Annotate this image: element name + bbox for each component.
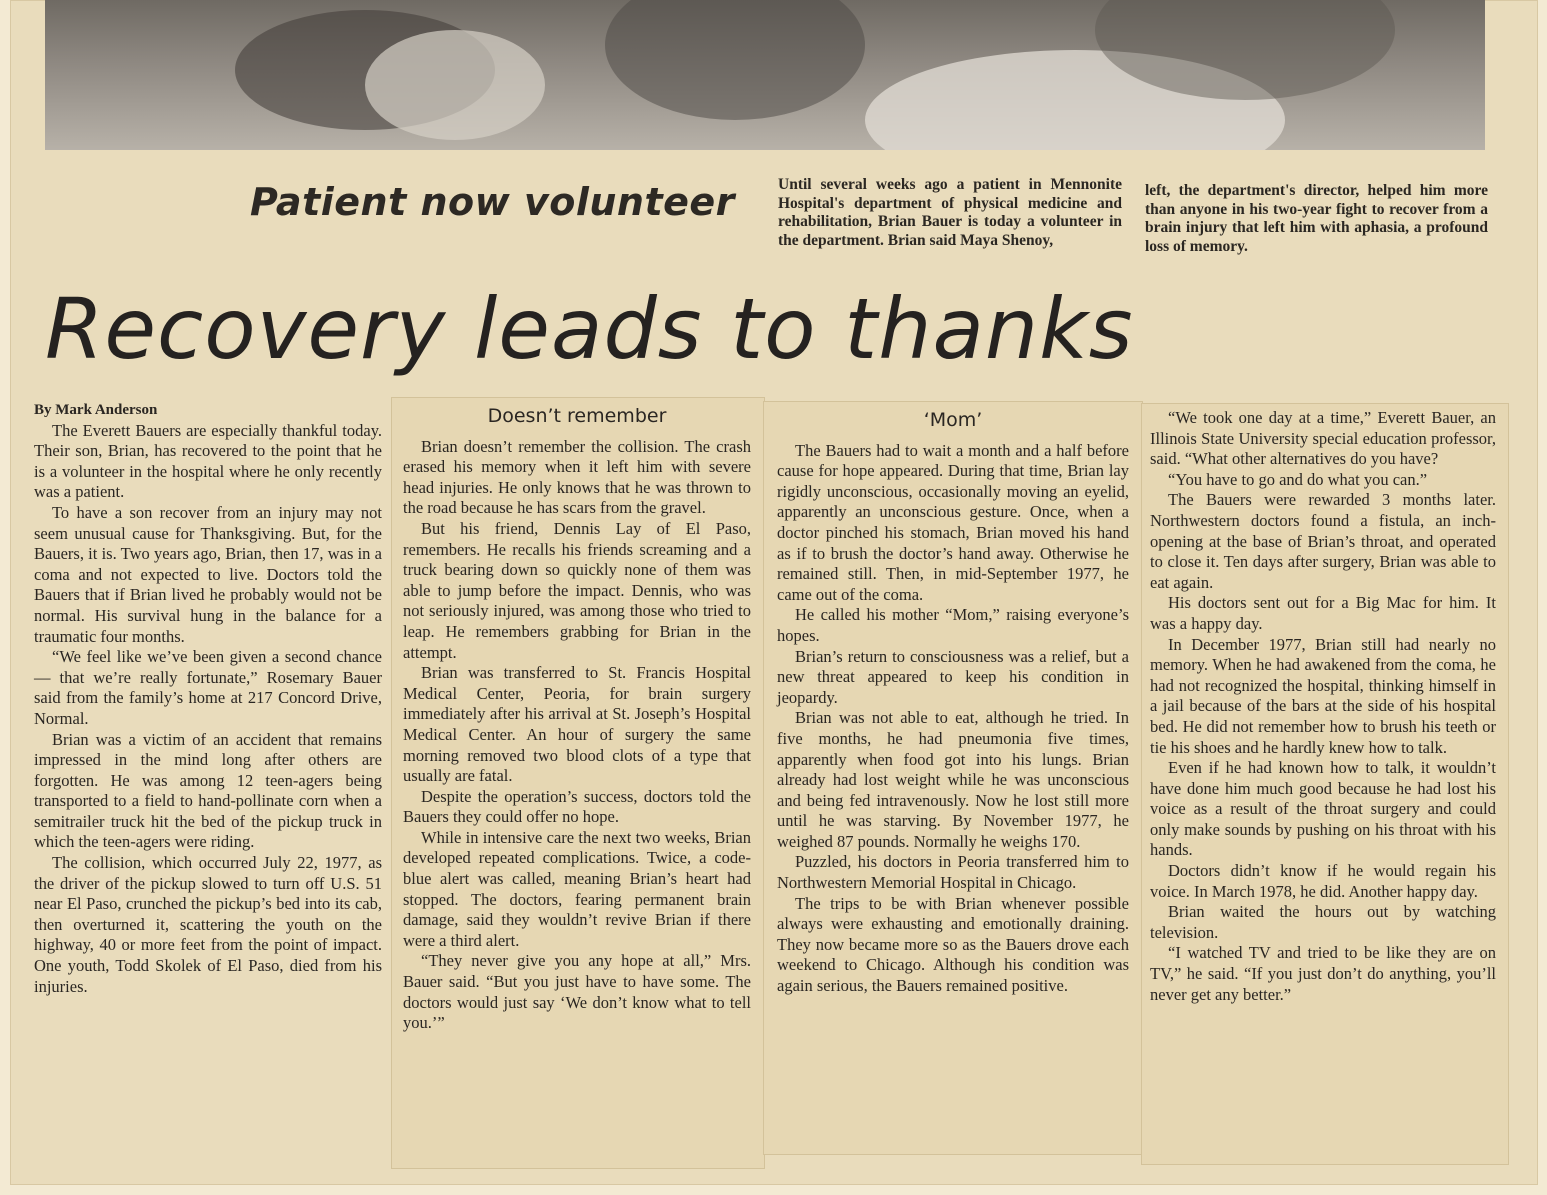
paragraph: The collision, which occurred July 22, 1977, as the driver of the pickup slowed to turn off U.S. 51 near El Paso, crunched the pickup’s bed into its cab, then overturned it, scattering the youth on the highway, 40 or more feet from the point of impact. One youth, Todd Skolek of El Paso, died from his injuries. [34,853,382,996]
paragraph: Brian was transferred to St. Francis Hospital Medical Center, Peoria, for brain surgery immediately after his arrival at St. Joseph’s Hospital Medical Center. An hour of surgery the same morning removed two blood clots of a type that usually are fatal. [403,663,751,786]
photo-kicker: Patient now volunteer [250,180,735,224]
paragraph: Brian doesn’t remember the collision. The crash erased his memory when it left him with severe head injuries. He only knows that he was thrown to the road because he has scars from the gravel. [403,436,751,518]
photo-caption-part-1: Until several weeks ago a patient in Mennonite Hospital's department of physical medicine and rehabilitation, Brian Bauer is today a volunteer in the department. Brian said Maya Shenoy, [778,176,1122,249]
paragraph: “I watched TV and tried to be like they are on TV,” he said. “If you just don’t do anything, you’ll never get any better.” [1150,943,1496,1004]
paragraph: The Bauers had to wait a month and a half before cause for hope appeared. During that time, Brian lay rigidly unconscious, occasionally moving an eyelid, apparently an unconscious gesture. Once, when a doctor pinched his stomach, Brian moved his hand as if to brush the doctor’s hand away. Otherwise he remained still. Then, in mid-September 1977, he came out of the coma. [777,440,1129,604]
article-column-3 [777,410,1129,997]
article-column-4 [1150,408,1496,1005]
paragraph: “They never give you any hope at all,” Mrs. Bauer said. “But you just have to have some. The doctors would just say ‘We don’t know what to tell you.’” [403,951,751,1033]
photo-caption-part-2: left, the department's director, helped him more than anyone in his two-year fight to recover from a brain injury that left him with aphasia, a profound loss of memory. [1145,182,1488,255]
paragraph: In December 1977, Brian still had nearly no memory. When he had awakened from the coma, he had not recognized the hospital, thinking himself in a jail because of the bars at the side of his hospital bed. He did not remember how to brush his teeth or tie his shoes and he hardly knew how to talk. [1150,634,1496,757]
paragraph: Puzzled, his doctors in Peoria transferred him to Northwestern Memorial Hospital in Chicago. [777,852,1129,893]
paragraph: The Bauers were rewarded 3 months later. Northwestern doctors found a fistula, an inch-opening at the base of Brian’s throat, and operated to close it. Ten days after surgery, Brian was able to eat again. [1150,490,1496,592]
paragraph: Brian was a victim of an accident that remains impressed in the mind long after others are forgotten. He was among 12 teen-agers being transported to a field to hand-pollinate corn when a semitrailer truck hit the bed of the pickup truck in which the teen-agers were riding. [34,729,382,852]
article-column-2 [403,406,751,1034]
paragraph: He called his mother “Mom,” raising everyone’s hopes. [777,605,1129,645]
paragraph: Even if he had known how to talk, it wouldn’t have done him much good because he had lost his voice as a result of the throat surgery and could only make sounds by pushing on his throat with his hands. [1150,758,1496,860]
paragraph: Brian’s return to consciousness was a relief, but a new threat appeared to keep his condition in jeopardy. [777,646,1129,707]
paragraph: Brian waited the hours out by watching television. [1150,902,1496,942]
subhead-mom: ‘Mom’ [923,409,983,431]
paragraph: Doctors didn’t know if he would regain his voice. In March 1978, he did. Another happy day. [1150,861,1496,901]
paragraph: “You have to go and do what you can.” [1168,469,1428,489]
paragraph: The Everett Bauers are especially thankful today. Their son, Brian, has recovered to the point that he is a volunteer in the hospital where he only recently was a patient. [34,420,382,502]
paragraph: His doctors sent out for a Big Mac for him. It was a happy day. [1150,593,1496,633]
article-headline: Recovery leads to thanks [45,280,1134,378]
byline: By Mark Anderson [34,402,158,418]
news-photo [45,0,1485,150]
paragraph: Brian was not able to eat, although he tried. In five months, he had pneumonia five times, apparently when food got into his lungs. Brian already had lost weight while he was unconscious and being fed intravenously. Now he lost still more until he was starving. By November 1977, he weighed 87 pounds. Normally he weighs 170. [777,708,1129,851]
paragraph: To have a son recover from an injury may not seem unusual cause for Thanksgiving. But, for the Bauers, it is. Two years ago, Brian, then 17, was in a coma and not expected to live. Doctors told the Bauers that if Brian lived he probably would not be normal. His survival hung in the balance for a traumatic four months. [34,502,382,646]
paragraph: While in intensive care the next two weeks, Brian developed repeated complications. Twice, a code-blue alert was called, meaning Brian’s heart had stopped. The doctors, fearing permanent brain damage, said they wouldn’t revive Brian if there were a third alert. [403,827,751,950]
subhead-doesnt-remember: Doesn’t remember [487,405,667,427]
paragraph: The trips to be with Brian whenever possible always were exhausting and emotionally draining. They now became more so as the Bauers drove each weekend to Chicago. Although his condition was again serious, the Bauers remained positive. [777,893,1129,996]
paragraph: “We took one day at a time,” Everett Bauer, an Illinois State University special education professor, said. “What other alternatives do you have? [1150,408,1496,469]
paragraph: Despite the operation’s success, doctors told the Bauers they could offer no hope. [403,786,751,827]
article-column-1 [34,400,382,997]
paragraph: But his friend, Dennis Lay of El Paso, remembers. He recalls his friends screaming and a truck bearing down so quickly none of them was able to jump before the impact. Dennis, who was not seriously injured, was among those who tried to leap. He remembers grabbing for Brian in the attempt. [403,518,751,662]
paragraph: “We feel like we’ve been given a second chance — that we’re really fortunate,” Rosemary Bauer said from the family’s home at 217 Concord Drive, Normal. [34,647,382,728]
